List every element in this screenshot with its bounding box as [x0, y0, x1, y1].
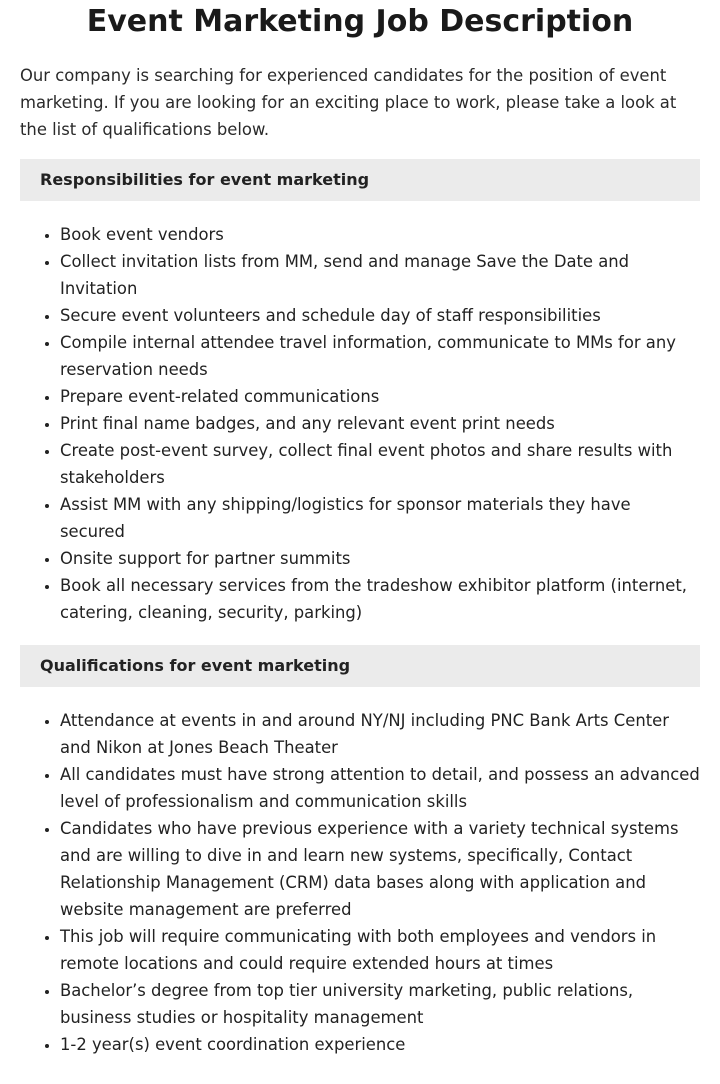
list-item: • Compile internal attendee travel information, communicate to MMs for any reservation needs	[60, 329, 700, 383]
list-item: • Collect invitation lists from MM, send and manage Save the Date and Invitation	[60, 248, 700, 302]
list-item: • All candidates must have strong attention to detail, and possess an advanced level of professionalism and communication skills	[60, 761, 700, 815]
list-item: • Print final name badges, and any relevant event print needs	[60, 410, 700, 437]
list-item: • Attendance at events in and around NY/NJ including PNC Bank Arts Center and Nikon at Jones Beach Theater	[60, 707, 700, 761]
list-item: • Candidates who have previous experience with a variety technical systems and are willing to dive in and learn new systems, specifically, Contact Relationship Management (CRM) data bases along with application and website management are preferred	[60, 815, 700, 923]
intro-paragraph: Our company is searching for experienced candidates for the position of event marketing. If you are looking for an exciting place to work, please take a look at the list of qualifications below.	[20, 66, 677, 139]
list-item: • 1-2 year(s) event coordination experience	[60, 1031, 700, 1058]
list-item: • Bachelor’s degree from top tier university marketing, public relations, business studies or hospitality management	[60, 977, 700, 1031]
list-item: • Onsite support for partner summits	[60, 545, 700, 572]
list-item: • Book all necessary services from the tradeshow exhibitor platform (internet, catering, cleaning, security, parking)	[60, 572, 700, 626]
list-item: • Assist MM with any shipping/logistics for sponsor materials they have secured	[60, 491, 700, 545]
list-item: • Secure event volunteers and schedule day of staff responsibilities	[60, 302, 700, 329]
qualifications-heading: Qualifications for event marketing	[20, 645, 700, 687]
page-title: Event Marketing Job Description	[86, 4, 634, 39]
list-item: • This job will require communicating with both employees and vendors in remote locations and could require extended hours at times	[60, 923, 700, 977]
responsibilities-heading: Responsibilities for event marketing	[20, 159, 700, 201]
list-item: • Book event vendors	[60, 221, 700, 248]
list-item: • Create post-event survey, collect final event photos and share results with stakeholders	[60, 437, 700, 491]
responsibilities-list	[20, 221, 700, 626]
qualifications-list	[20, 707, 700, 1058]
list-item: • Prepare event-related communications	[60, 383, 700, 410]
